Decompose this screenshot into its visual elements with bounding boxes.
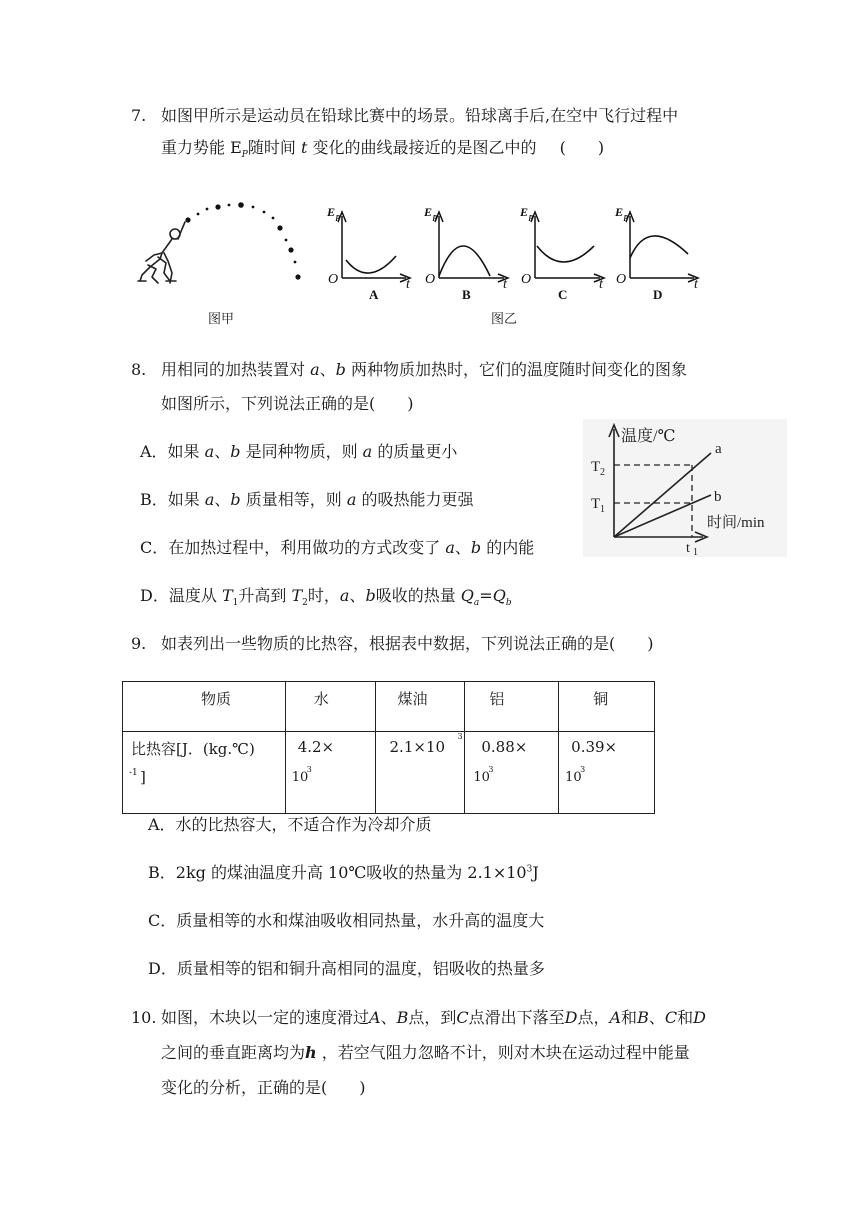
q8-option-b: B．如果 a、b 质量相等，则 a 的吸热能力更强	[140, 490, 474, 509]
temperature-time-graph	[583, 419, 787, 557]
svg-text:O: O	[328, 272, 339, 287]
table-cell-copper: 0.39×	[571, 738, 618, 756]
svg-text:E: E	[520, 205, 529, 219]
svg-text:p: p	[336, 212, 340, 221]
svg-text:t: t	[694, 277, 698, 292]
svg-text:p: p	[529, 212, 533, 221]
svg-text:T: T	[591, 496, 601, 512]
table-cell-water: 4.2×	[297, 738, 335, 756]
q9-line1: 如表列出一些物质的比热容，根据表中数据，下列说法正确的是( )	[161, 634, 654, 653]
q9-option-a: A．水的比热容大，不适合作为冷却介质	[148, 815, 432, 834]
shot-put-athlete-figure	[128, 195, 318, 295]
svg-text:T: T	[591, 459, 601, 475]
svg-text:E: E	[615, 205, 624, 219]
svg-text:t: t	[599, 277, 603, 292]
q10-line1: 如图，木块以一定的速度滑过A、B点，到C点滑出下落至D点，A和B、C和D	[161, 1008, 706, 1027]
svg-text:2: 2	[600, 467, 605, 478]
svg-text:时间/min: 时间/min	[707, 515, 765, 531]
q8-option-c: C．在加热过程中，利用做功的方式改变了 a、b 的内能	[140, 538, 535, 557]
energy-time-graphs	[322, 198, 712, 302]
svg-text:p: p	[624, 212, 628, 221]
q10-number: 10.	[131, 1008, 157, 1027]
table-header-kerosene: 煤油	[397, 690, 428, 708]
q7-number: 7.	[131, 106, 147, 125]
svg-text:O: O	[521, 272, 532, 287]
graph-label-a: A	[369, 287, 379, 302]
svg-text:O: O	[425, 272, 436, 287]
figure-yi-caption: 图乙	[491, 312, 518, 327]
table-header-aluminum: 铝	[489, 690, 505, 708]
q9-option-c: C．质量相等的水和煤油吸收相同热量，水升高的温度大	[148, 911, 545, 930]
answer-paren: ( )	[559, 138, 605, 157]
q10-line2: 之间的垂直距离均为h ，若空气阻力忽略不计，则对木块在运动过程中能量	[161, 1043, 690, 1062]
q8-line2: 如图所示，下列说法正确的是( )	[161, 394, 414, 413]
table-cell-aluminum: 0.88×	[481, 738, 528, 756]
svg-text:b: b	[714, 489, 722, 505]
q8-number: 8.	[131, 360, 147, 379]
table-header-row	[123, 682, 655, 732]
q9-number: 9.	[131, 634, 147, 653]
svg-text:1: 1	[600, 504, 605, 515]
svg-text:p: p	[433, 212, 437, 221]
graph-a-ylabel: E	[327, 205, 336, 219]
q8-option-a: A．如果 a、b 是同种物质，则 a 的质量更小	[140, 442, 458, 461]
table-header-water: 水	[313, 690, 329, 708]
q10-line3: 变化的分析，正确的是( )	[161, 1078, 366, 1097]
q9-option-b: B．2kg 的煤油温度升高 10℃吸收的热量为 $2.1\times 10^3J$	[148, 863, 539, 882]
figure-jia-caption: 图甲	[208, 312, 235, 327]
specific-heat-table	[122, 681, 655, 814]
svg-text:O: O	[616, 272, 627, 287]
svg-text:t: t	[686, 541, 690, 556]
table-cell-kerosene: 2.1×10	[389, 738, 446, 756]
q7-line1: 如图甲所示是运动员在铅球比赛中的场景。铅球离手后,在空中飞行过程中	[161, 106, 679, 125]
q8-line1: 用相同的加热装置对 a、b 两种物质加热时，它们的温度随时间变化的图象	[161, 360, 688, 379]
svg-text:E: E	[424, 205, 433, 219]
q7-line2: 重力势能 $E_P$随时间 t 变化的曲线最接近的是图乙中的 ( )	[161, 138, 605, 161]
table-header-substance: 物质	[201, 690, 232, 708]
svg-text:t: t	[503, 277, 507, 292]
graph-label-d: D	[653, 287, 663, 302]
svg-text:温度/℃: 温度/℃	[621, 428, 676, 445]
svg-text:t: t	[406, 277, 410, 292]
svg-text:1: 1	[693, 547, 698, 557]
table-row-label: 比热容[J．(kg.℃)	[131, 740, 255, 758]
svg-text:a: a	[715, 441, 722, 457]
q9-option-d: D．质量相等的铝和铜升高相同的温度，铝吸收的热量多	[148, 959, 545, 978]
q8-option-d: D．温度从 $T_1$升高到 $T_2$时，a、b吸收的热量 $Q_a=Q_b$	[140, 586, 512, 609]
graph-label-c: C	[558, 287, 568, 302]
table-row: 比热容[J．(kg.℃) -1 ] 4.2× 10 3 2.1×10 3 0.88× 10 3 0.39× 10 3	[123, 732, 655, 814]
graph-label-b: B	[462, 287, 471, 302]
table-header-copper: 铜	[593, 690, 609, 708]
